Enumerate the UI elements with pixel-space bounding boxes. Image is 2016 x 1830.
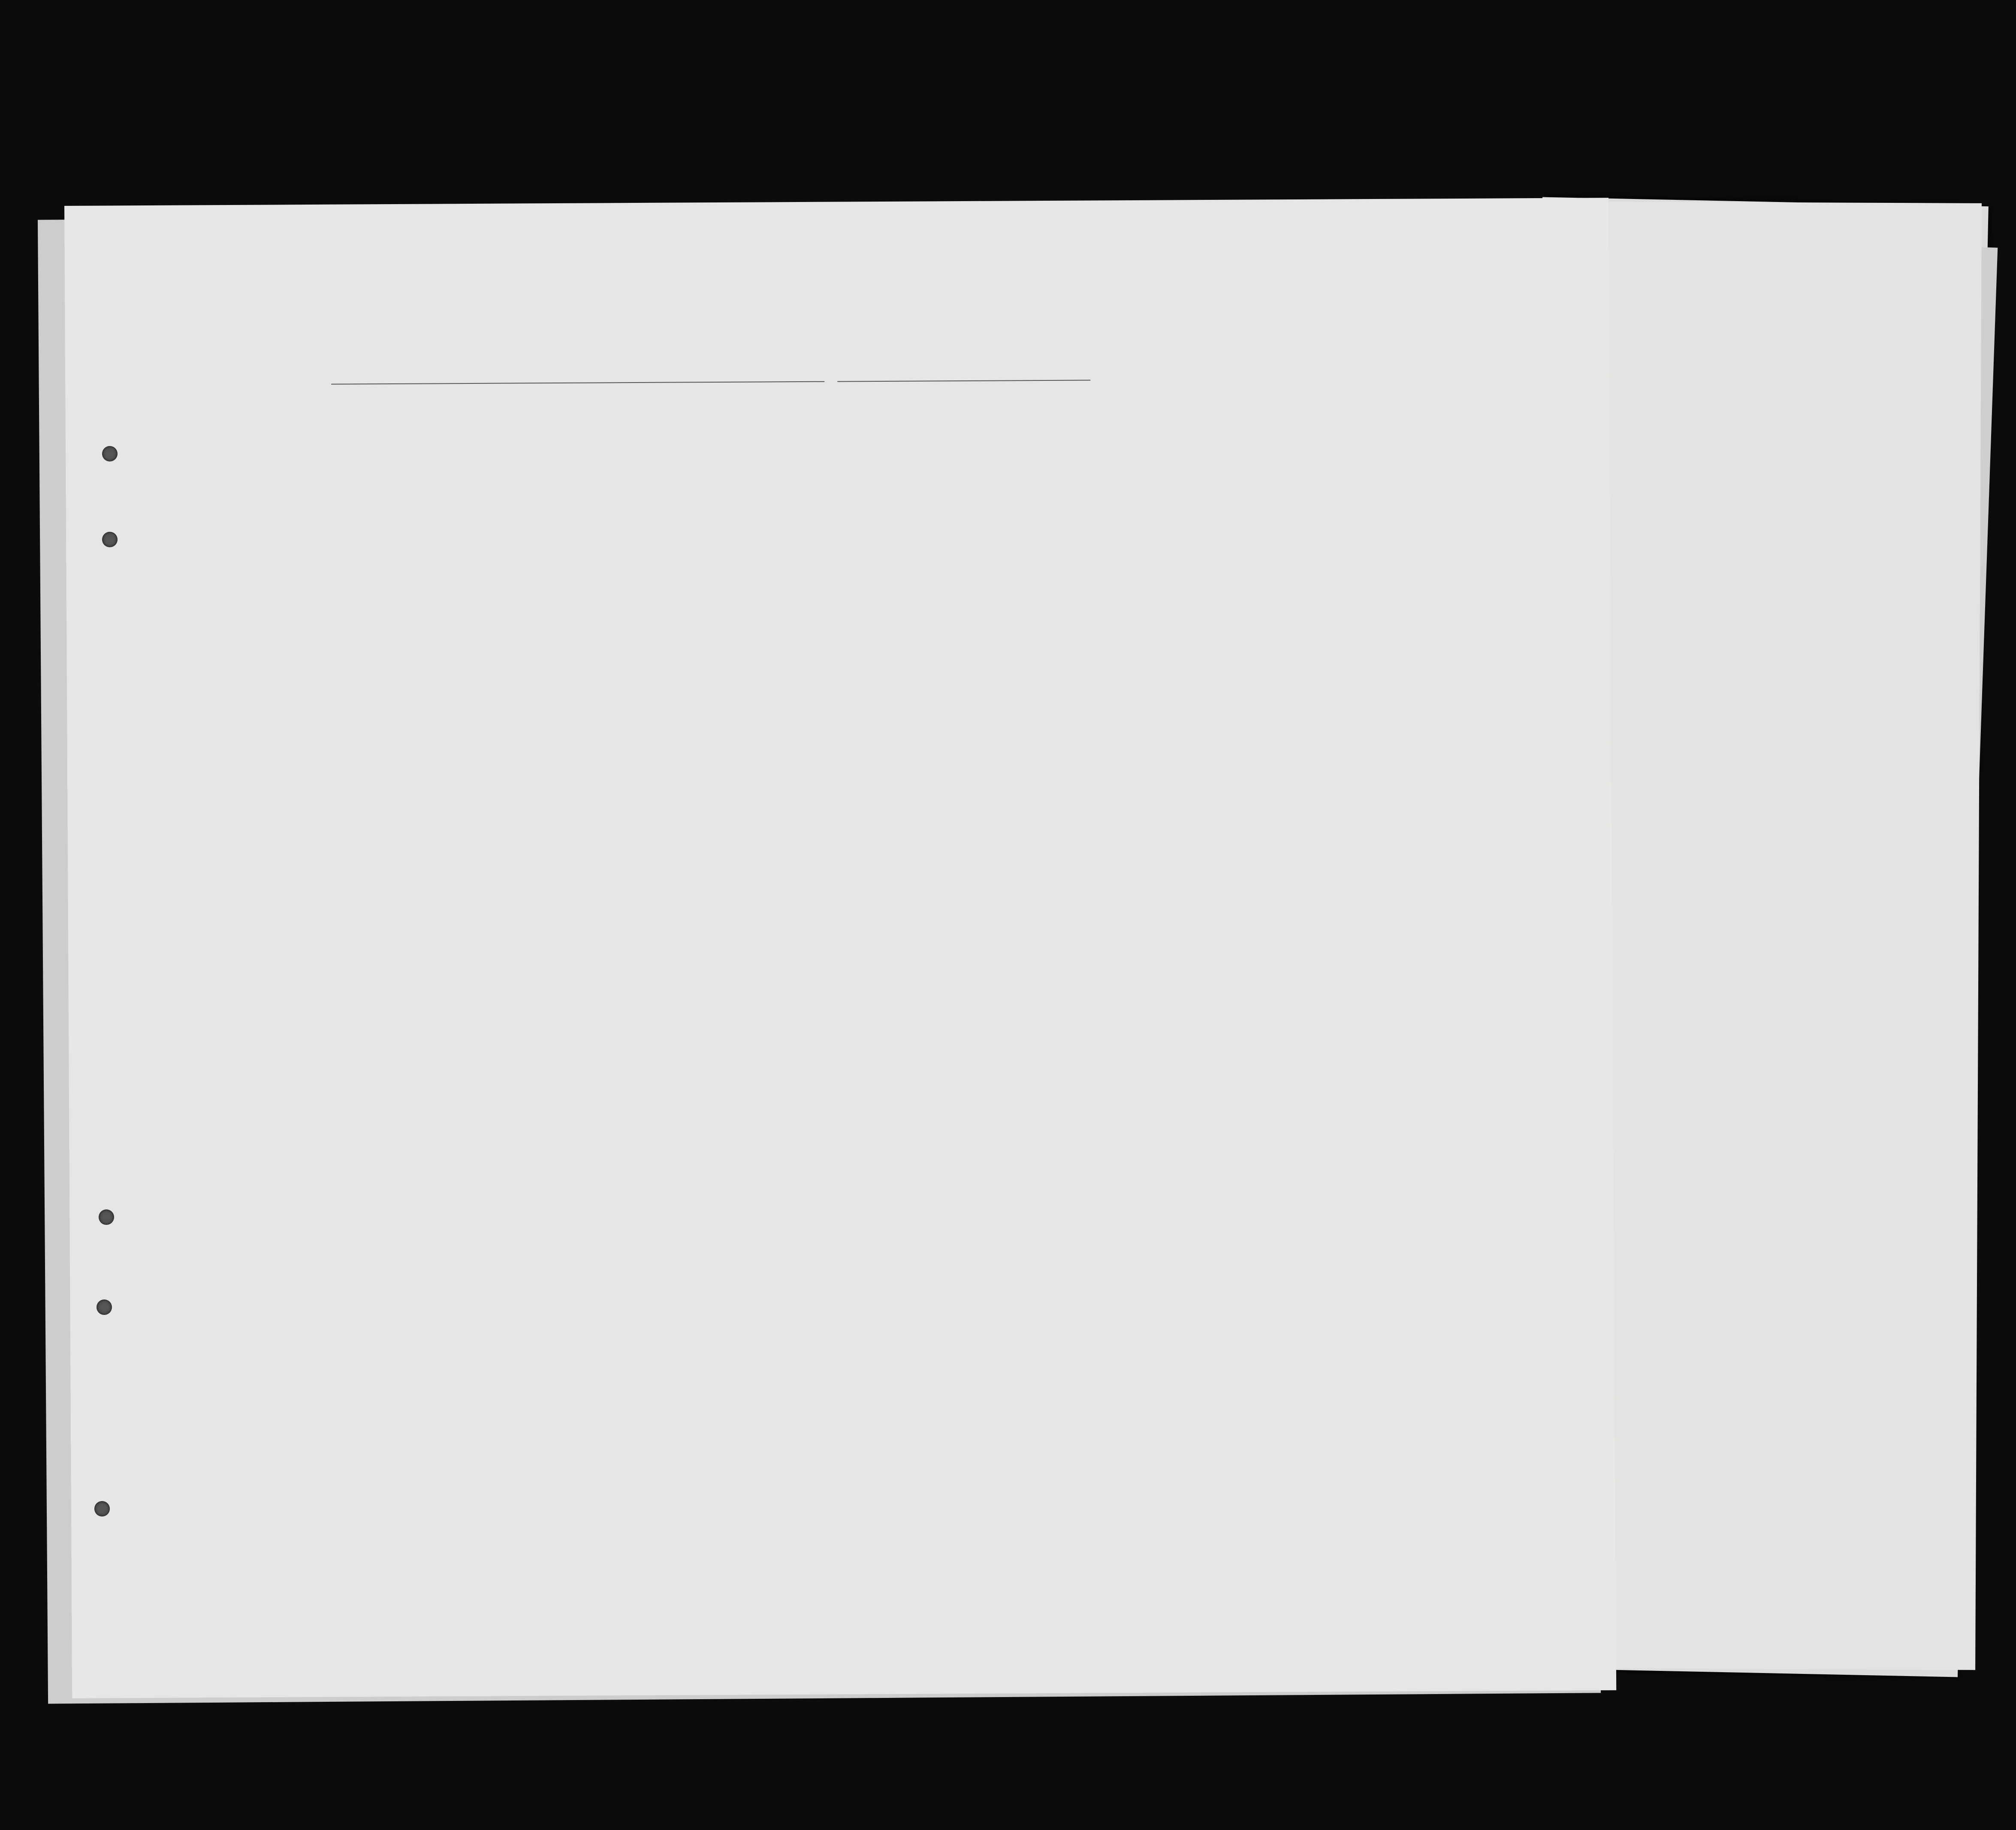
manifest-grid	[64, 198, 1616, 1698]
binder-hole	[102, 446, 118, 461]
visa-grid	[1589, 202, 1982, 1670]
visa-panel	[1589, 202, 1982, 1670]
binder-hole	[99, 1209, 114, 1225]
binder-hole	[102, 532, 118, 547]
binder-hole	[97, 1299, 112, 1315]
binder-hole	[94, 1501, 110, 1516]
manifest-sheet	[64, 198, 1616, 1698]
